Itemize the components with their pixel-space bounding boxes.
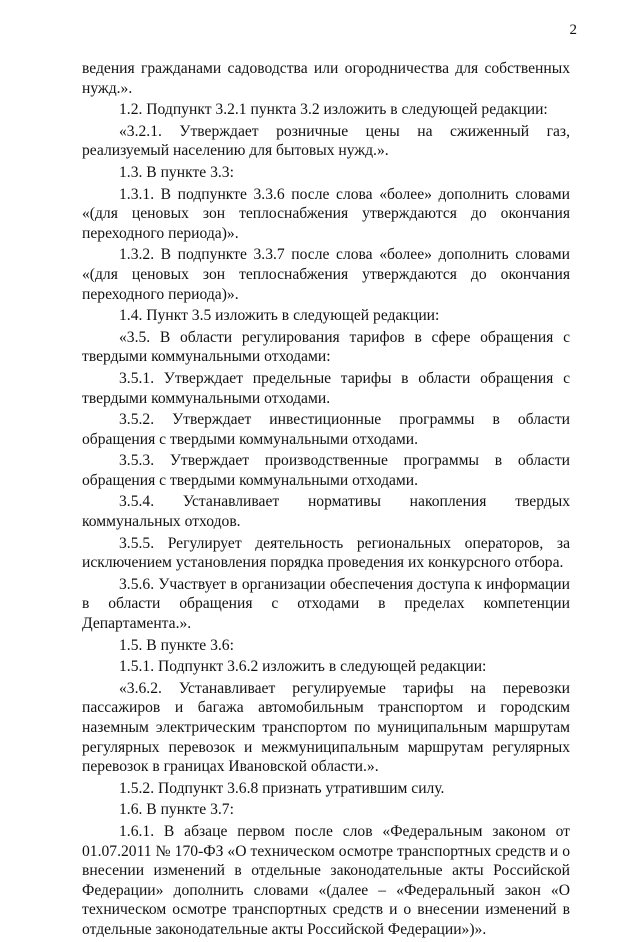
paragraph: 1.4. Пункт 3.5 изложить в следующей редакции: [119,307,440,325]
paragraph: 3.5.4. Устанавливает нормативы накопления твердых коммунальных отходов. [82,493,570,531]
page-number: 2 [569,22,577,38]
paragraph: 3.5.6. Участвует в организации обеспечения доступа к информации в области обращения с отходами в пределах компетенции Департамента.». [82,575,570,633]
paragraph: 1.5. В пункте 3.6: [119,636,234,654]
paragraph: 1.3. В пункте 3.3: [119,163,234,181]
paragraph: 3.5.2. Утверждает инвестиционные программы в области обращения с твердыми коммунальными отходами. [82,411,570,448]
paragraph: «3.5. В области регулирования тарифов в сфере обращения с твердыми коммунальными отходами: [82,328,570,366]
paragraph: 3.5.1. Утверждает предельные тарифы в области обращения с твердыми коммунальными отходами. [82,369,570,407]
paragraph: 1.2. Подпункт 3.2.1 пункта 3.2 изложить в следующей редакции: [119,101,548,119]
paragraph: 3.5.3. Утверждает производственные программы в области обращения с твердыми коммунальными отходами. [82,452,570,489]
paragraph: «3.2.1. Утверждает розничные цены на сжиженный газ, реализуемый населению для бытовых нужд.». [82,122,570,160]
paragraph: ведения гражданами садоводства или огородничества для собственных нужд.». [82,60,570,97]
document-body [82,59,570,942]
paragraph: «3.6.2. Устанавливает регулируемые тарифы на перевозки пассажиров и багажа автомобильным транспортом и городским наземным электрическим транспортом по муниципальным маршрутам регулярных перевозок и межмуниципальным маршрутам регулярных перевозок в границах Ивановской области.». [82,679,570,776]
paragraph: 1.6. В пункте 3.7: [119,801,234,819]
paragraph: 3.5.5. Регулирует деятельность региональных операторов, за исключением установления порядка проведения их конкурсного отбора. [82,534,570,572]
paragraph: 1.6.1. В абзаце первом после слов «Федеральным законом от 01.07.2011 № 170-ФЗ «О техническом осмотре транспортных средств и о внесении изменений в отдельные законодательные акты Российской Федерации» дополнить словами «(далее – «Федеральный закон «О техническом осмотре транспортных средств и о внесении изменений в отдельные законодательные акты Российской Федерации»)». [82,822,570,938]
paragraph: 1.5.1. Подпункт 3.6.2 изложить в следующей редакции: [119,658,487,676]
paragraph: 1.5.2. Подпункт 3.6.8 признать утратившим силу. [119,779,445,797]
paragraph: 1.3.2. В подпункте 3.3.7 после слова «более» дополнить словами «(для ценовых зон теплоснабжения утверждаются до окончания переходного периода)». [82,246,570,303]
paragraph: 1.3.1. В подпункте 3.3.6 после слова «более» дополнить словами «(для ценовых зон теплоснабжения утверждаются до окончания переходного периода)». [82,185,570,242]
